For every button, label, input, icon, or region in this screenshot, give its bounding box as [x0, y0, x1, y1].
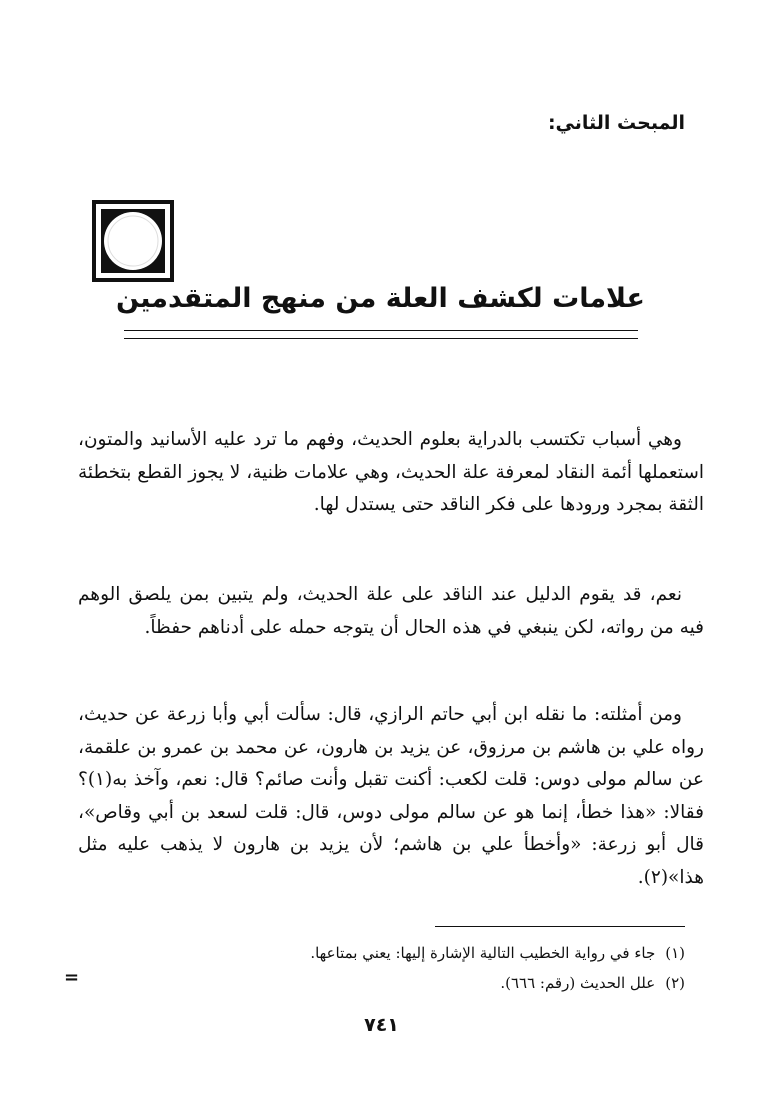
footnote	[85, 938, 685, 968]
footnote-separator	[435, 926, 685, 927]
footnote-text: جاء في رواية الخطيب التالية الإشارة إليها: يعني بمتاعها.	[310, 944, 656, 962]
body-paragraph: ومن أمثلته: ما نقله ابن أبي حاتم الرازي، قال: سألت أبي وأبا زرعة عن حديث، رواه علي بن هاشم بن مرزوق، عن يزيد بن هارون، عن محمد بن عمرو بن علقمة، عن سالم مولى دوس: قلت لكعب: أكنت تقبل وأنت صائم؟ قال: نعم، وآخذ به(١)؟ فقالا: «هذا خطأ، إنما هو عن سالم مولى دوس، قال: قلت لسعد بن أبي وقاص»، قال أبو زرعة: «وأخطأ علي بن هاشم؛ لأن يزيد بن هارون لا يذهب عليه مثل هذا»(٢).	[78, 704, 704, 888]
footnotes	[85, 938, 685, 998]
footnote-number: (٢)	[665, 974, 685, 992]
title-underline	[124, 330, 638, 331]
chapter-emblem-icon	[92, 200, 174, 282]
title-underline-second	[124, 338, 638, 339]
footnote-number: (١)	[665, 944, 685, 962]
section-label: المبحث الثاني:	[547, 112, 685, 134]
body-paragraph: نعم، قد يقوم الدليل عند الناقد على علة الحديث، ولم يتبين بمن يلصق الوهم فيه من رواته، لكن ينبغي في هذه الحال أن يتوجه حمله على أدناهم حفظاً.	[78, 584, 704, 638]
chapter-title: علامات لكشف العلة من منهج المتقدمين	[115, 283, 645, 314]
footnote	[85, 968, 685, 998]
continuation-mark: =	[64, 967, 80, 988]
page-number: ٧٤١	[364, 1014, 399, 1036]
footnote-text: علل الحديث (رقم: ٦٦٦).	[500, 974, 656, 992]
body-paragraph: وهي أسباب تكتسب بالدراية بعلوم الحديث، وفهم ما ترد عليه الأسانيد والمتون، استعملها أئمة النقاد لمعرفة علة الحديث، وهي علامات ظنية، لا يجوز القطع بتخطئة الثقة بمجرد ورودها على فكر الناقد حتى يستدل لها.	[78, 429, 704, 515]
